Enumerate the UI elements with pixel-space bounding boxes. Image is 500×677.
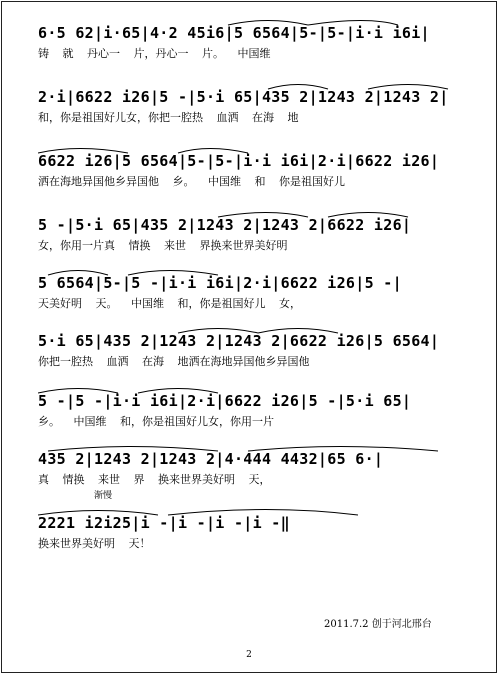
lyrics-line: 天美好明 天。 中国维 和，你是祖国好儿 女，	[38, 297, 301, 310]
lyrics-line: 乡。 中国维 和，你是祖国好儿女，你用一片	[38, 415, 274, 428]
notation-line: 5 -|5 -|i·i i6i|2·i|6622 i26|5 -|5·i 65|	[38, 392, 412, 410]
notation-line: 6622 i26|5 6564|5-|5-|i·i i6i|2·i|6622 i26|	[38, 152, 440, 170]
notation-line: 6·5 62|i·65|4·2 45i6|5 6564|5-|5-|i·i i6i|	[38, 24, 430, 42]
lyrics-line: 铸 就 丹心一 片，丹心一 片。 中国维	[38, 47, 271, 60]
notation-line: 5 -|5·i 65|435 2|1243 2|1243 2|6622 i26|	[38, 216, 412, 234]
tempo-mark: 渐慢	[94, 491, 113, 501]
lyrics-line: 真 情换 来世 界 换来世界美好明 天，	[38, 473, 271, 486]
composition-date: 2011.7.2 创于河北邢台	[324, 619, 432, 630]
lyrics-line: 你把一腔热 血洒 在海 地洒在海地异国他乡异国他	[38, 355, 310, 368]
notation-line: 5 6564|5-|5 -|i·i i6i|2·i|6622 i26|5 -|	[38, 274, 402, 292]
lyrics-line: 洒在海地异国他乡异国他 乡。 中国维 和 你是祖国好儿	[38, 175, 345, 188]
notation-line: 2·i|6622 i26|5 -|5·i 65|435 2|1243 2|1243 2|	[38, 88, 449, 106]
lyrics-line: 换来世界美好明 天！	[38, 537, 151, 550]
notation-line: 5·i 65|435 2|1243 2|1243 2|6622 i26|5 6564|	[38, 332, 440, 350]
page-number: 2	[246, 650, 252, 660]
notation-line: 2221 i2i25|i -|i -|i -|i -‖	[38, 514, 290, 532]
lyrics-line: 和，你是祖国好儿女，你把一腔热 血洒 在海 地	[38, 111, 299, 124]
notation-line: 435 2|1243 2|1243 2|4·444 4432|65 6·|	[38, 450, 384, 468]
lyrics-line: 女，你用一片真 情换 来世 界换来世界美好明	[38, 239, 288, 252]
score-page	[1, 1, 497, 673]
